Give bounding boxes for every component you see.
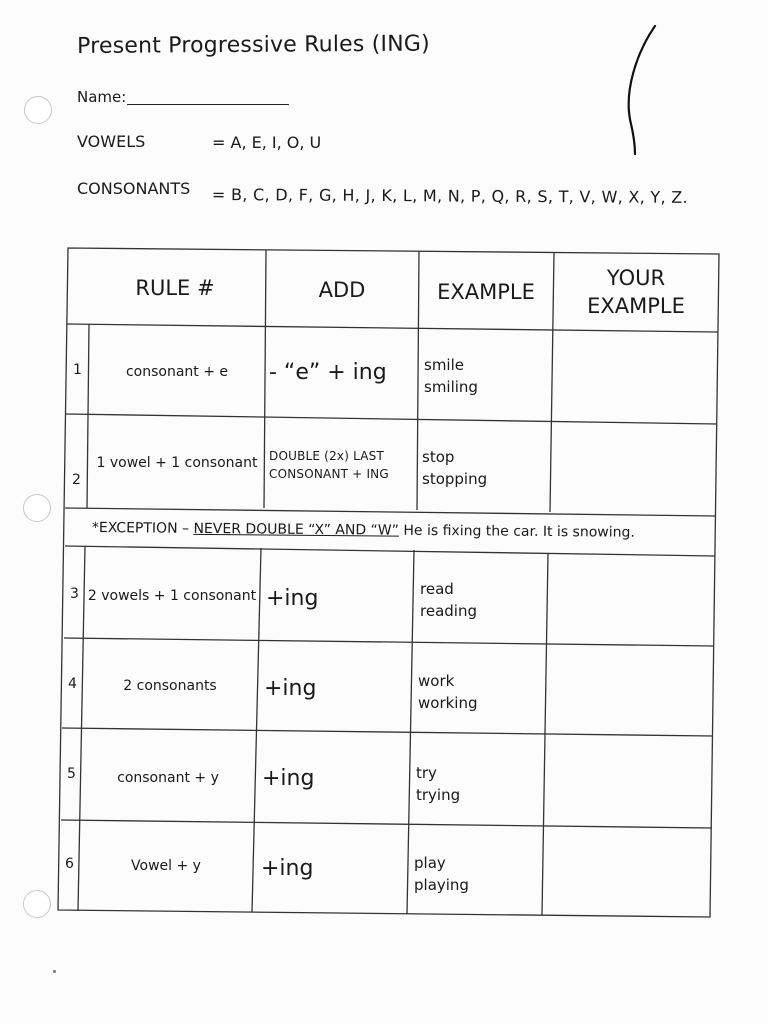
column-header-your-example [554, 264, 718, 320]
rule-5-your-example-cell[interactable] [544, 736, 710, 824]
rule-1-your-example-cell[interactable] [554, 332, 716, 422]
rule-number-5: 5 [67, 766, 76, 782]
rule-1-example [424, 354, 478, 398]
rule-6-text: Vowel + y [131, 858, 201, 874]
rule-2-add-line2: CONSONANT + ING [269, 467, 389, 481]
exception-rule: NEVER DOUBLE “X” AND “W” [193, 520, 400, 539]
rule-3-example-ing: reading [420, 602, 477, 620]
rule-2-example-base: stop [422, 448, 455, 466]
column-header-add: ADD [318, 278, 366, 302]
rule-3-example-base: read [420, 580, 454, 598]
rule-4-add: +ing [264, 676, 317, 701]
exception-prefix: *EXCEPTION – [91, 520, 194, 537]
consonants-label: CONSONANTS [77, 179, 191, 198]
consonants-value: = B, C, D, F, G, H, J, K, L, M, N, P, Q, R, S, T, V, W, X, Y, Z. [211, 185, 688, 207]
rule-1-example-ing: smiling [424, 378, 478, 396]
rule-2-example-ing: stopping [422, 470, 488, 488]
rule-number-6: 6 [65, 856, 74, 872]
rule-2-add [269, 447, 389, 483]
column-header-rule: RULE # [135, 276, 215, 300]
vowels-label: VOWELS [77, 132, 146, 151]
page-title: Present Progressive Rules (ING) [77, 31, 430, 59]
rule-1-example-base: smile [424, 356, 464, 374]
rule-3-example [420, 578, 477, 622]
rule-2-text: 1 vowel + 1 consonant [96, 455, 258, 471]
rule-5-text: consonant + y [117, 770, 219, 786]
rule-number-4: 4 [68, 676, 77, 692]
column-header-your-example-line1: YOUR [606, 266, 666, 290]
rule-6-add: +ing [261, 856, 314, 881]
rule-6-example-base: play [414, 854, 446, 872]
rule-6-example-ing: playing [414, 876, 469, 894]
rule-4-example-ing: working [418, 694, 478, 712]
rule-5-add: +ing [262, 766, 315, 791]
rule-4-example [418, 670, 478, 714]
vowels-value: = A, E, I, O, U [212, 133, 322, 152]
rule-1-text: consonant + e [125, 364, 229, 380]
rule-3-your-example-cell[interactable] [548, 556, 712, 644]
rule-4-your-example-cell[interactable] [546, 646, 710, 734]
column-header-your-example-line2: EXAMPLE [587, 294, 685, 318]
rule-3-text: 2 vowels + 1 consonant [87, 588, 257, 604]
rule-4-example-base: work [418, 672, 455, 690]
rule-number-1: 1 [73, 362, 82, 378]
rule-2-your-example-cell[interactable] [552, 424, 714, 512]
rule-2-add-line1: DOUBLE (2x) LAST [269, 449, 385, 463]
rule-6-your-example-cell[interactable] [543, 828, 709, 914]
rule-number-2: 2 [72, 472, 81, 488]
rule-number-3: 3 [70, 586, 79, 602]
rule-5-example-ing: trying [416, 786, 461, 804]
exception-examples: He is fixing the car. It is snowing. [398, 522, 635, 541]
rule-1-add: - “e” + ing [269, 360, 387, 385]
rule-2-example [422, 446, 487, 490]
rule-3-add: +ing [266, 586, 319, 611]
column-header-example: EXAMPLE [437, 280, 535, 304]
rule-5-example [416, 762, 460, 806]
rule-4-text: 2 consonants [123, 678, 217, 694]
rule-6-example [414, 852, 469, 896]
rule-5-example-base: try [416, 764, 437, 782]
name-label: Name: [77, 88, 127, 106]
